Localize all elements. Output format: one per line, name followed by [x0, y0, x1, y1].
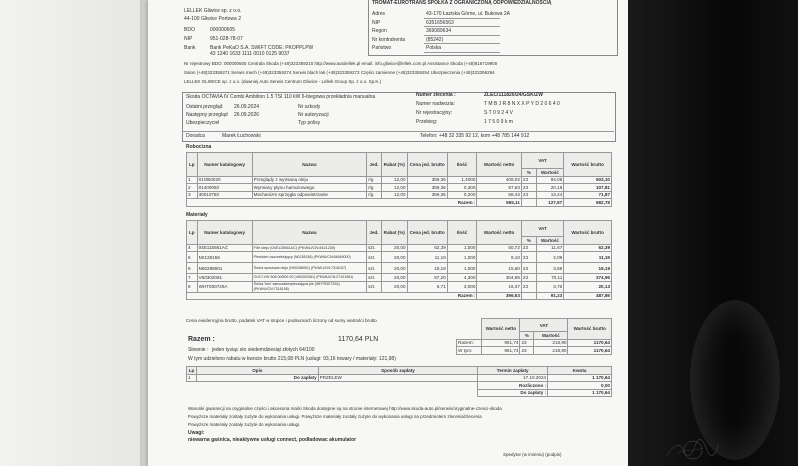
cell: 503,10 — [564, 176, 612, 184]
slownie-label: Słownie : — [188, 347, 209, 353]
cell: szt. — [367, 252, 382, 263]
nip-label: NIP — [184, 36, 193, 42]
cell: 1,000 — [447, 263, 477, 274]
vehicle-value: 26.09.2026 — [234, 112, 260, 118]
vehicle-value: 26.09.2024 — [234, 104, 260, 110]
cell: 23 — [520, 347, 534, 355]
bdo-value: 000000605 — [210, 27, 236, 33]
buyer-value: 6351656563 — [426, 19, 454, 26]
col-header: Wartość brutto — [564, 153, 612, 177]
col-subheader: Wartość — [536, 169, 564, 177]
cell: 107,81 — [564, 184, 612, 192]
uwagi-value: niewarna gaśnica, nieaktywne usługi connect, podładowac akumulator — [188, 437, 357, 443]
contact-line: Salon (+48)323359271 Serwis mech (+48)323359274 Serwis blach lak (+48)323359273 Części zamienne (+48)323359254 Ubezpieczenia (+48)323359294 — [184, 70, 495, 75]
cell: Śruba spustowa oleju (N90288901) (PKWiU/CN:7318157) — [252, 263, 366, 274]
doradca-label: Doradca — [186, 133, 205, 139]
total-vat: 127,67 — [536, 199, 564, 207]
doradca-value: Marek Łuchowski — [222, 133, 261, 139]
invoice-document — [148, 0, 628, 466]
cell: 23 — [520, 339, 534, 347]
total-gross: 682,78 — [564, 199, 612, 207]
contact-line: LELLEK GLIWICE sp. z o.o. (dawniej Auto Serwis Centrum Gliwice - Lellek Group Sp. z o.o. Sp.K.) — [184, 79, 382, 84]
cell: 70,11 — [536, 274, 564, 282]
cell: szt. — [367, 263, 382, 274]
table-row — [187, 382, 612, 390]
table-row — [187, 263, 612, 274]
cell: 2,09 — [536, 252, 564, 263]
vin-label: Numer nadwozia: — [416, 101, 455, 107]
cell: 20,00 — [381, 252, 407, 263]
cell: 1170,64 — [568, 339, 612, 347]
cell: 20,00 — [381, 244, 407, 252]
cell: 0,300 — [447, 184, 477, 192]
col-header: Cena jed. brutto — [407, 153, 447, 177]
bank-value: Bank PeKaO S.A. SWIFT CODE: PKOPPLPW — [210, 45, 314, 51]
buyer-label: Państwo — [372, 45, 392, 51]
col-header: Wartość brutto — [568, 319, 612, 340]
cell: 4 — [187, 244, 198, 252]
cell: 87,20 — [407, 274, 447, 282]
materials-table — [186, 220, 612, 300]
buyer-value: Polska — [426, 45, 442, 51]
cell: r/g — [367, 176, 382, 184]
do-zaplaty-value: 1 170,64 — [548, 389, 612, 397]
cell: szt. — [367, 274, 382, 282]
cell: 0,200 — [447, 191, 477, 199]
col-header: Lp — [187, 367, 197, 375]
bank-label: Bank — [184, 45, 196, 51]
cell: 01OB0020 — [197, 176, 252, 184]
cell: 30010750 — [197, 191, 252, 199]
col-header: Sposób zapłaty — [318, 367, 478, 375]
materials-title: Materiały — [186, 212, 208, 218]
col-header: Nazwa — [252, 221, 366, 245]
col-header: Jed. — [367, 221, 382, 245]
cell: 15,60 — [477, 263, 521, 274]
cell: 4,300 — [447, 274, 477, 282]
col-header: Termin zapłaty — [478, 367, 548, 375]
total-net: 555,11 — [477, 199, 521, 207]
vehicle-label: Ubezpieczyciel — [186, 120, 220, 126]
col-header: Ilość — [447, 153, 477, 177]
cell: 359,36 — [407, 184, 447, 192]
col-header: Wartość brutto — [564, 221, 612, 245]
col-header: Cena jed. brutto — [407, 221, 447, 245]
col-header: Kwota — [548, 367, 612, 375]
col-subheader: % — [520, 332, 534, 340]
payment-table — [186, 366, 612, 397]
cell: 359,36 — [407, 176, 447, 184]
cell: 3 — [187, 191, 198, 199]
labor-title: Robocizna — [186, 144, 212, 150]
col-header: Numer katalogowy — [197, 153, 252, 177]
cell: Mechanizm sprzęgła odpowietrzanie — [252, 191, 366, 199]
footer-line: Warunki gwarancji na oryginalne części i akcesoria marki Skoda dostępne są na stronie internetowej http://www.skoda-auto.pl/serwis/oryginalne-czesci-skoda — [188, 406, 502, 411]
cell: 23 — [521, 274, 536, 282]
cell: 9,10 — [477, 252, 521, 263]
total-row — [187, 292, 612, 300]
col-subheader: Wartość — [536, 237, 564, 245]
total-label: Razem : — [187, 292, 477, 300]
cell: Pierścień uszczelniający (N0138158) (PKWiU/CN:84849000) — [252, 252, 366, 263]
col-header: Lp — [187, 153, 198, 177]
table-row — [187, 191, 612, 199]
cell: 1 — [187, 374, 197, 382]
discount-line: W tym udzielono rabatu w kwocie brutto 215,08 PLN (usługi: 93,16 towary / materiały: 121,98) — [188, 356, 396, 362]
slownie-value: jeden tysiąc sto siedemdziesiąt złotych 64/100 — [212, 347, 315, 353]
cell: V60302081 — [197, 274, 252, 282]
mileage-label: Przebieg: — [416, 119, 438, 125]
table-row — [187, 374, 612, 382]
buyer-label: Adres — [372, 11, 386, 17]
order-label: Numer zlecenia : — [416, 92, 456, 98]
cell: Do zapłaty — [196, 374, 318, 382]
cell: N90288901 — [197, 263, 252, 274]
col-header: Jed. — [367, 153, 382, 177]
total-gross: 487,86 — [564, 292, 612, 300]
col-header: Opis — [196, 367, 318, 375]
vehicle-label: Następny przegląd — [186, 112, 228, 118]
cell: 218,90 — [534, 347, 568, 355]
cell: 23 — [521, 191, 536, 199]
bdo-label: BDO — [184, 27, 195, 33]
col-subheader: % — [521, 169, 536, 177]
cell: 1170,64 — [568, 347, 612, 355]
buyer-title: TROMAT-EUROTRANS SPÓŁKA Z OGRANICZONĄ ODPOWIEDZIALNOŚCIĄ — [372, 0, 552, 6]
table-row — [457, 339, 612, 347]
table-row — [457, 347, 612, 355]
cell: 50,72 — [477, 244, 521, 252]
plate-value: S T 0 9 2 4 V — [484, 110, 514, 116]
cell: WHT000729A — [197, 281, 252, 292]
mileage-value: 1 7 5 0 9 k m — [484, 119, 513, 125]
col-header: Wartość netto — [477, 153, 521, 177]
cell: 2 — [187, 184, 198, 192]
total-net: 396,63 — [477, 292, 521, 300]
cell: 6,71 — [407, 281, 447, 292]
cell: 304,85 — [477, 274, 521, 282]
total-row — [187, 199, 612, 207]
summary-table — [456, 318, 612, 355]
dealer-address: 44-100 Gliwice Portowa 2 — [184, 16, 241, 22]
buyer-label: NIP — [372, 19, 381, 26]
cell: Filtr oleju (04E115561AC) (PKWiU/CN:8421230) — [252, 244, 366, 252]
cell: PRZELEW — [318, 374, 478, 382]
background-left — [0, 0, 150, 466]
cell: 374,96 — [564, 274, 612, 282]
cell: 71,87 — [564, 191, 612, 199]
cell: 1,000 — [447, 252, 477, 263]
cell: 23 — [521, 281, 536, 292]
vehicle-model: Skoda OCTAVIA IV Combi Ambition 1.5 TSI 110 kW 6-biegowa przekładnia manualna — [186, 94, 376, 100]
cell: 3,000 — [447, 281, 477, 292]
footer-line: Powyższe materiały zostały zużyte do wykonania usługi. — [188, 422, 301, 427]
cell: OLEJ VW 508 00/509 00 (V60302081) (PKWiU/CN:27101981) — [252, 274, 366, 282]
vehicle-mid-label: Nr autoryzacji — [298, 112, 329, 118]
cell: 58,43 — [477, 191, 521, 199]
col-header: VAT — [520, 319, 568, 332]
cell: 951,74 — [482, 347, 520, 355]
table-row — [187, 176, 612, 184]
cell: 16,37 — [477, 281, 521, 292]
cell: Razem: — [457, 339, 482, 347]
cell: 11,19 — [407, 252, 447, 263]
rozliczono-label: Rozliczono : — [478, 382, 548, 390]
vehicle-label: Ostatni przegląd — [186, 104, 223, 110]
cell: Śruba 'torx' samozabezpieczająca pie (WHT000729A) (PKWiU/CN:7318158) — [252, 281, 366, 292]
cell: 1,000 — [447, 244, 477, 252]
do-zaplaty-label: Do zapłaty : — [478, 389, 548, 397]
cell: 409,02 — [477, 176, 521, 184]
cell: 62,39 — [564, 244, 612, 252]
plate-label: Nr rejestracyjny: — [416, 110, 453, 116]
signature-icon — [663, 436, 723, 462]
cell: 01400050 — [197, 184, 252, 192]
razem-label: Razem : — [188, 336, 215, 343]
vehicle-mid-label: Typ polisy — [298, 120, 321, 126]
nip-value: 951-028-78-07 — [210, 36, 243, 42]
cell: 20,00 — [381, 274, 407, 282]
cell: Wymiany płynu hamulcowego — [252, 184, 366, 192]
cell: 87,63 — [477, 184, 521, 192]
col-header: Wartość netto — [477, 221, 521, 245]
cell: 6 — [187, 263, 198, 274]
cell: 11,67 — [536, 244, 564, 252]
table-row — [187, 252, 612, 263]
telefon: Telefon: +48 32 335 92 12, kom +48 785 144 912 — [420, 133, 530, 139]
col-subheader: % — [521, 237, 536, 245]
summary-note: Cena ewidencyjna brutto, podatek VAT w stopce i podsumach liczony od sumy wartości brutto — [186, 318, 377, 323]
labor-table — [186, 152, 612, 207]
buyer-label: Nr kontrahenta — [372, 36, 406, 43]
cell: 5 — [187, 252, 198, 263]
col-header: Rabat (%) — [381, 221, 407, 245]
razem-value: 1170,64 PLN — [338, 336, 379, 343]
table-row — [187, 274, 612, 282]
cell: 1 170,64 — [548, 374, 612, 382]
cell: 62,39 — [407, 244, 447, 252]
vehicle-mid-label: Nr szkody — [298, 104, 321, 110]
buyer-label: Regon — [372, 28, 387, 34]
cell: 8 — [187, 281, 198, 292]
cell: 12,00 — [381, 176, 407, 184]
rozliczono-value: 0,00 — [548, 382, 612, 390]
cell: 11,19 — [564, 252, 612, 263]
cell: 20,00 — [381, 281, 407, 292]
col-header: Ilość — [447, 221, 477, 245]
cell: 951,74 — [482, 339, 520, 347]
cell: 12,00 — [381, 184, 407, 192]
cell: 218,90 — [534, 339, 568, 347]
bank-account: 43 1240 1633 1111 0010 0125 9037 — [210, 51, 290, 57]
cell: W tym: — [457, 347, 482, 355]
cell: szt. — [367, 244, 382, 252]
cell: 94,08 — [536, 176, 564, 184]
cell: 23 — [521, 252, 536, 263]
cell: 20,00 — [381, 263, 407, 274]
table-row — [187, 389, 612, 397]
cell: Przeglądy z wymianą oleju — [252, 176, 366, 184]
order-number: ZLEC/111820/24/GSK/ZW — [484, 92, 543, 98]
buyer-box — [368, 0, 618, 56]
col-header: Rabat (%) — [381, 153, 407, 177]
col-subheader: Wartość — [534, 332, 568, 340]
cell: 3,76 — [536, 281, 564, 292]
vin-value: T M B J R 8 N X X P Y D 2 0 6 4 0 — [484, 101, 560, 107]
cell: N0138158 — [197, 252, 252, 263]
cell: 19,19 — [564, 263, 612, 274]
cell: 23 — [521, 184, 536, 192]
cell: 359,36 — [407, 191, 447, 199]
table-row — [187, 184, 612, 192]
cell: szt. — [367, 281, 382, 292]
cell: 23 — [521, 176, 536, 184]
col-header: Lp — [187, 221, 198, 245]
dealer-name: LELLEK Gliwice sp. z o.o. — [184, 8, 242, 14]
col-header: Nazwa — [252, 153, 366, 177]
cell: 13,44 — [536, 191, 564, 199]
uwagi-label: Uwagi: — [188, 430, 205, 436]
footer-line: Powyższe materiały zostały zużyte do wykonania usługi. Powyższe materiały zostały zużyte do wykonania usługi na przedmiotem zlecenia/zlecenia — [188, 414, 482, 419]
cell: r/g — [367, 184, 382, 192]
col-header: VAT — [521, 153, 563, 169]
cell: 19,19 — [407, 263, 447, 274]
col-header: Wartość netto — [482, 319, 520, 340]
total-vat: 91,23 — [536, 292, 564, 300]
cell: 7 — [187, 274, 198, 282]
buyer-value: (85242) — [426, 36, 444, 43]
cell: 20,16 — [536, 184, 564, 192]
cell: 23 — [521, 263, 536, 274]
cell: 3,59 — [536, 263, 564, 274]
table-row — [187, 244, 612, 252]
buyer-value: 369089634 — [426, 28, 452, 34]
col-header: VAT — [521, 221, 563, 237]
cell: 1 — [187, 176, 198, 184]
buyer-value: 43-170 Łaziska Górne, ul. Bukowa 2A — [426, 11, 510, 17]
contact-line: Nr rejestrowy BDO: 000000605 Centrala Skoda (+48)323359210 http://www.autolellek.pl email: info.gliwice@lellek.com.pl Assistance Skoda (+48)616719900 — [184, 61, 498, 66]
total-label: Razem : — [187, 199, 477, 207]
cell: 1,4000 — [447, 176, 477, 184]
col-header: Numer katalogowy — [197, 221, 252, 245]
cell: 04E115561AC — [197, 244, 252, 252]
table-row — [187, 281, 612, 292]
cell: r/g — [367, 191, 382, 199]
cell: 17.10.2024 — [478, 374, 548, 382]
signature-caption: Spedytor (w imieniu) (podpis) — [503, 452, 562, 457]
cell: 23 — [521, 244, 536, 252]
cell: 20,13 — [564, 281, 612, 292]
cell: 12,00 — [381, 191, 407, 199]
